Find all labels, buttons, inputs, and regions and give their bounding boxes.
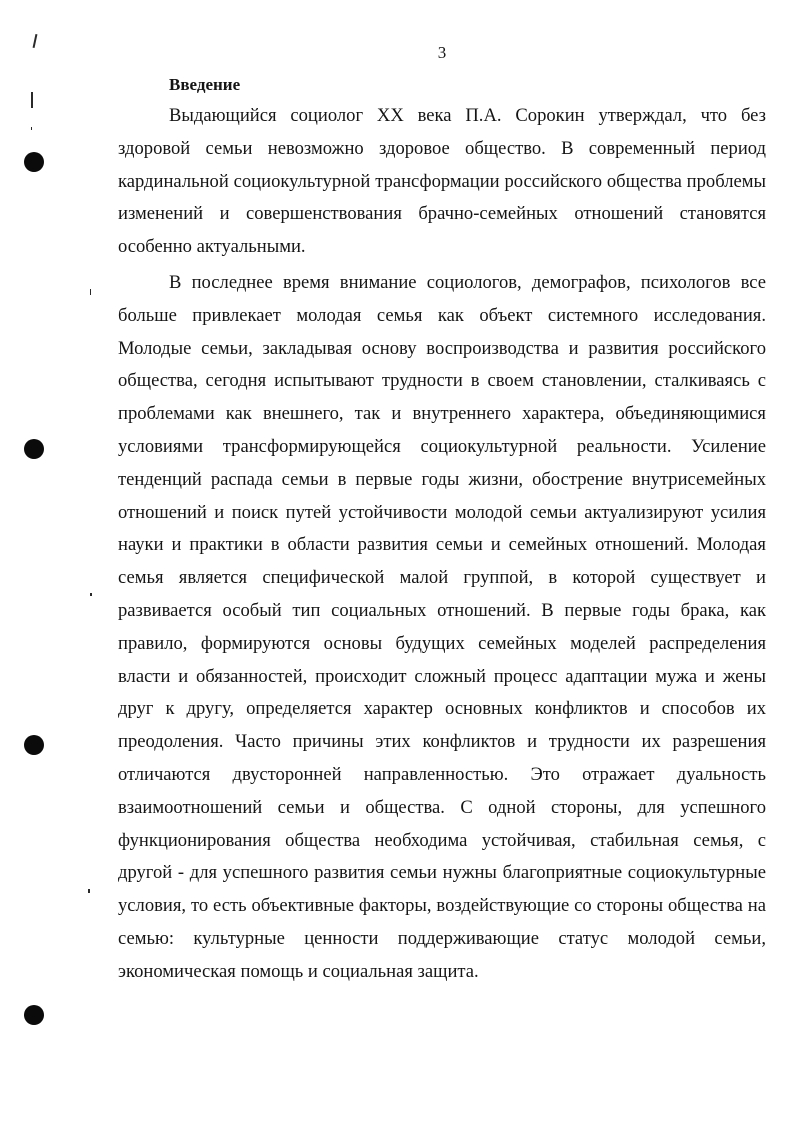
paragraph-intro: Выдающийся социолог XX века П.А. Сорокин утверждал, что без здоровой семьи невозможно здоровое общество. В современный период кардинальной социокультурной трансформации российского общества проблемы изменений и совершенствования брачно-семейных отношений становятся особенно актуальными.: [118, 105, 766, 258]
scan-mark: [31, 92, 33, 108]
scan-mark: [90, 593, 92, 596]
punch-hole-4: [24, 1005, 44, 1025]
scan-mark: [88, 889, 90, 893]
punch-hole-2: [24, 439, 44, 459]
scan-mark: [90, 289, 91, 295]
scan-mark: [31, 127, 32, 130]
paragraph-young-family: В последнее время внимание социологов, демографов, психологов все больше привлекает молодая семья как объект системного исследования. Молодые семьи, закладывая основу воспроизводства и развития российского общества, сегодня испытывают трудности в своем становлении, сталкиваясь с проблемами как внешнего, так и внутреннего характера, объединяющимися условиями трансформирующейся социокультурной реальности. Усиление тенденций распада семьи в первые годы жизни, обострение внутрисемейных отношений и поиск путей устойчивости молодой семьи актуализируют усилия науки и практики в области развития семьи и семейных отношений. Молодая семья является специфической малой группой, в которой существует и развивается особый тип социальных отношений. В первые годы брака, как правило, формируются основы будущих семейных моделей распределения власти и обязанностей, происходит сложный процесс адаптации мужа и жены друг к другу, определяется характер основных конфликтов и способов их преодоления. Часто причины этих конфликтов и трудности их разрешения отличаются двусторонней направленностью. Это отражает дуальность взаимоотношений семьи и общества. С одной стороны, для успешного функционирования общества необходима устойчивая, стабильная семья, с другой - для успешного развития семьи нужны благоприятные социокультурные условия, то есть объективные факторы, воздействующие со стороны общества на семью: культурные ценности поддерживающие статус молодой семьи, экономическая помощь и социальная защита.: [118, 272, 766, 982]
page-number: 3: [437, 43, 447, 62]
section-heading: Введение: [169, 75, 241, 94]
punch-hole-1: [24, 152, 44, 172]
punch-hole-3: [24, 735, 44, 755]
